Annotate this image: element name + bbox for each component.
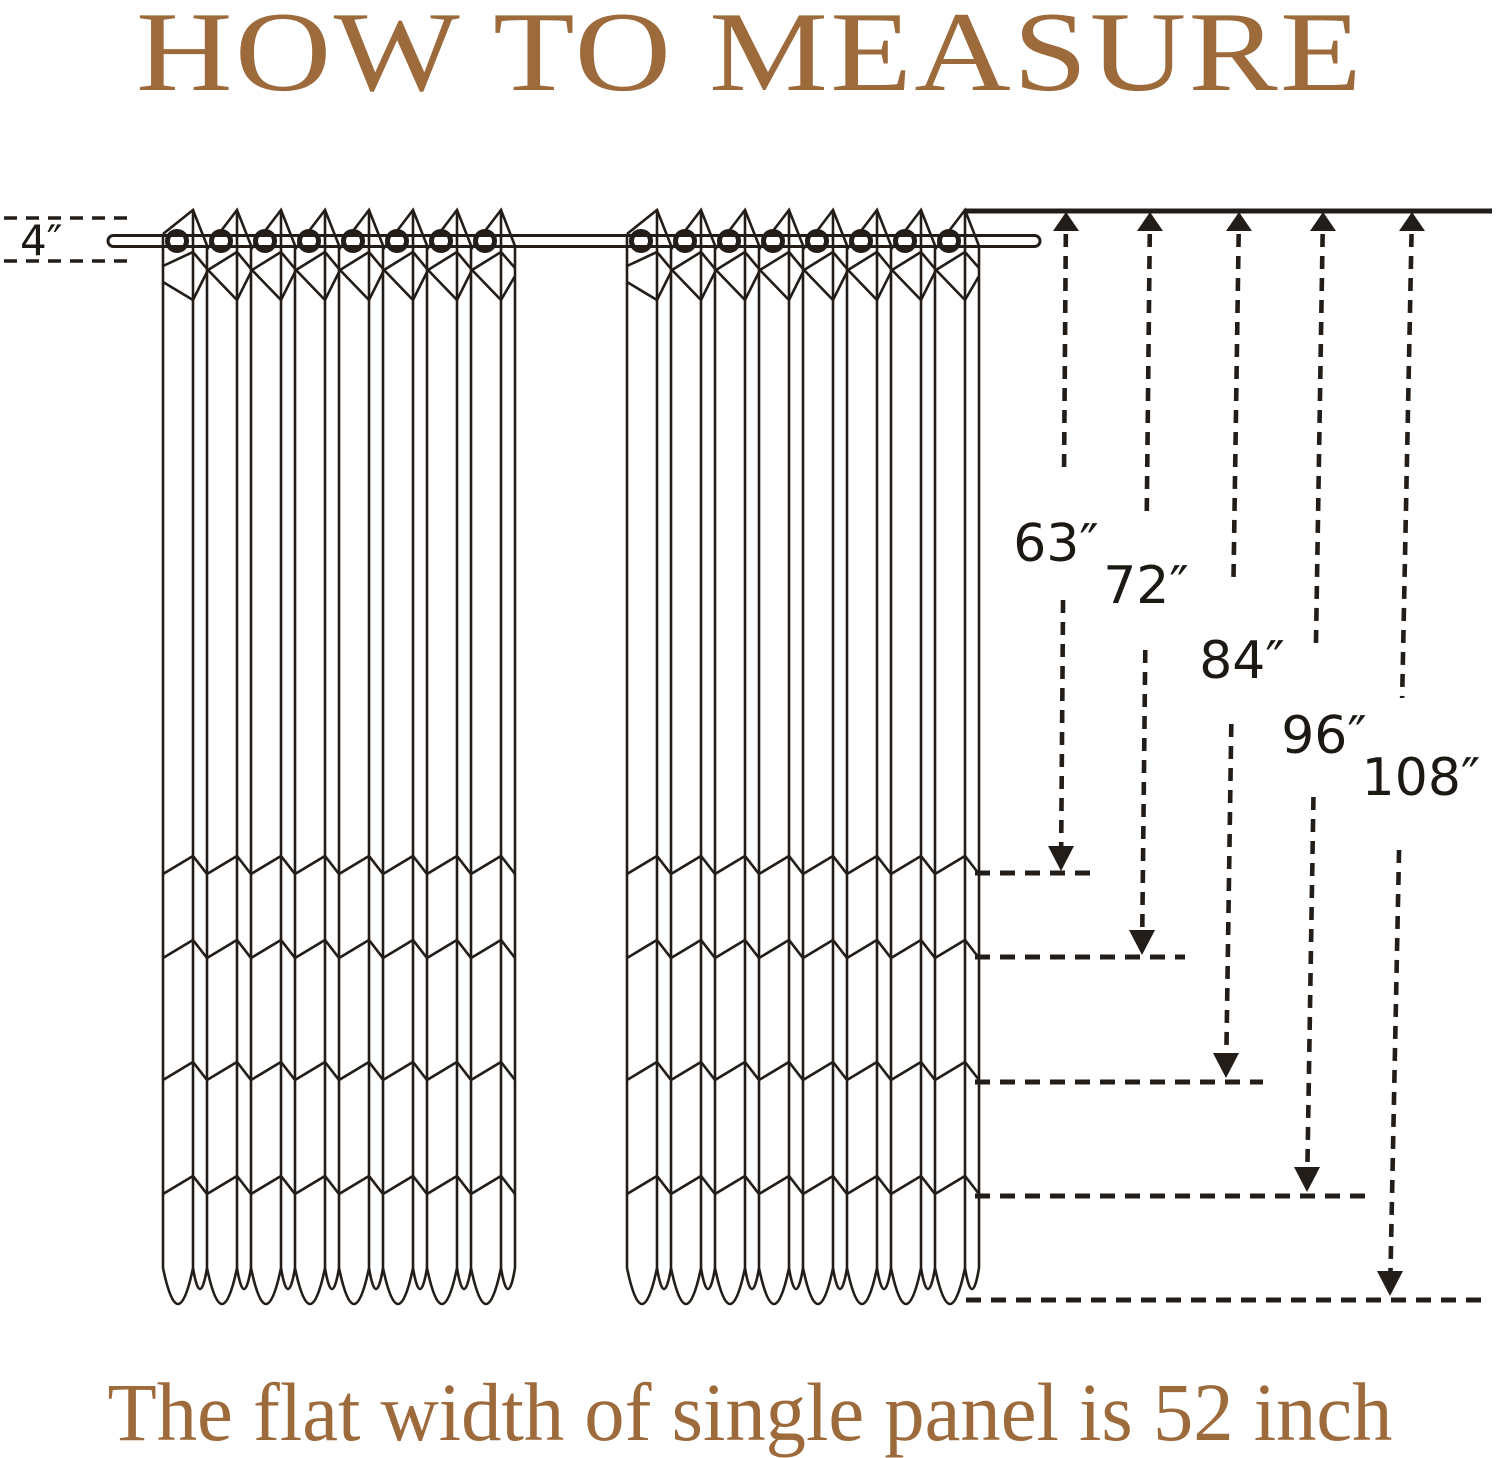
measure-dashed-line bbox=[1061, 600, 1063, 847]
down-arrowhead-icon bbox=[1294, 1167, 1320, 1192]
up-arrowhead-icon bbox=[1137, 212, 1163, 231]
up-arrowhead-icon bbox=[1226, 212, 1252, 231]
measure-arrow-3 bbox=[975, 212, 1365, 1196]
measure-dashed-line bbox=[1142, 650, 1145, 931]
curtain-panels bbox=[163, 210, 979, 1304]
footer-note: The flat width of single panel is 52 inch bbox=[107, 1366, 1393, 1458]
down-arrowhead-icon bbox=[1048, 846, 1074, 871]
down-arrowhead-icon bbox=[1213, 1053, 1239, 1078]
page-title: HOW TO MEASURE bbox=[136, 0, 1364, 115]
down-arrowhead-icon bbox=[1129, 930, 1155, 955]
curtain-panel-right bbox=[627, 210, 979, 1304]
measure-dashed-line bbox=[1234, 234, 1239, 578]
rod-offset-label: 4″ bbox=[20, 216, 63, 265]
up-arrowhead-icon bbox=[1399, 212, 1425, 231]
measure-label-84: 84″ bbox=[1199, 631, 1285, 691]
measure-dashed-line bbox=[1064, 234, 1066, 468]
measure-dashed-line bbox=[1402, 234, 1411, 698]
measure-label-96: 96″ bbox=[1281, 706, 1367, 766]
up-arrowhead-icon bbox=[1053, 212, 1079, 231]
measure-label-63: 63″ bbox=[1013, 514, 1099, 574]
down-arrowhead-icon bbox=[1377, 1271, 1403, 1296]
measure-label-72: 72″ bbox=[1103, 556, 1189, 616]
measure-dashed-line bbox=[1147, 234, 1150, 512]
measure-dashed-line bbox=[1316, 234, 1323, 648]
curtain-panel-left bbox=[163, 210, 515, 1304]
measure-dashed-line bbox=[1226, 724, 1231, 1054]
up-arrowhead-icon bbox=[1310, 212, 1336, 231]
measure-dashed-line bbox=[1307, 797, 1313, 1168]
measure-dashed-line bbox=[1390, 850, 1399, 1272]
measure-label-108: 108″ bbox=[1361, 748, 1481, 808]
